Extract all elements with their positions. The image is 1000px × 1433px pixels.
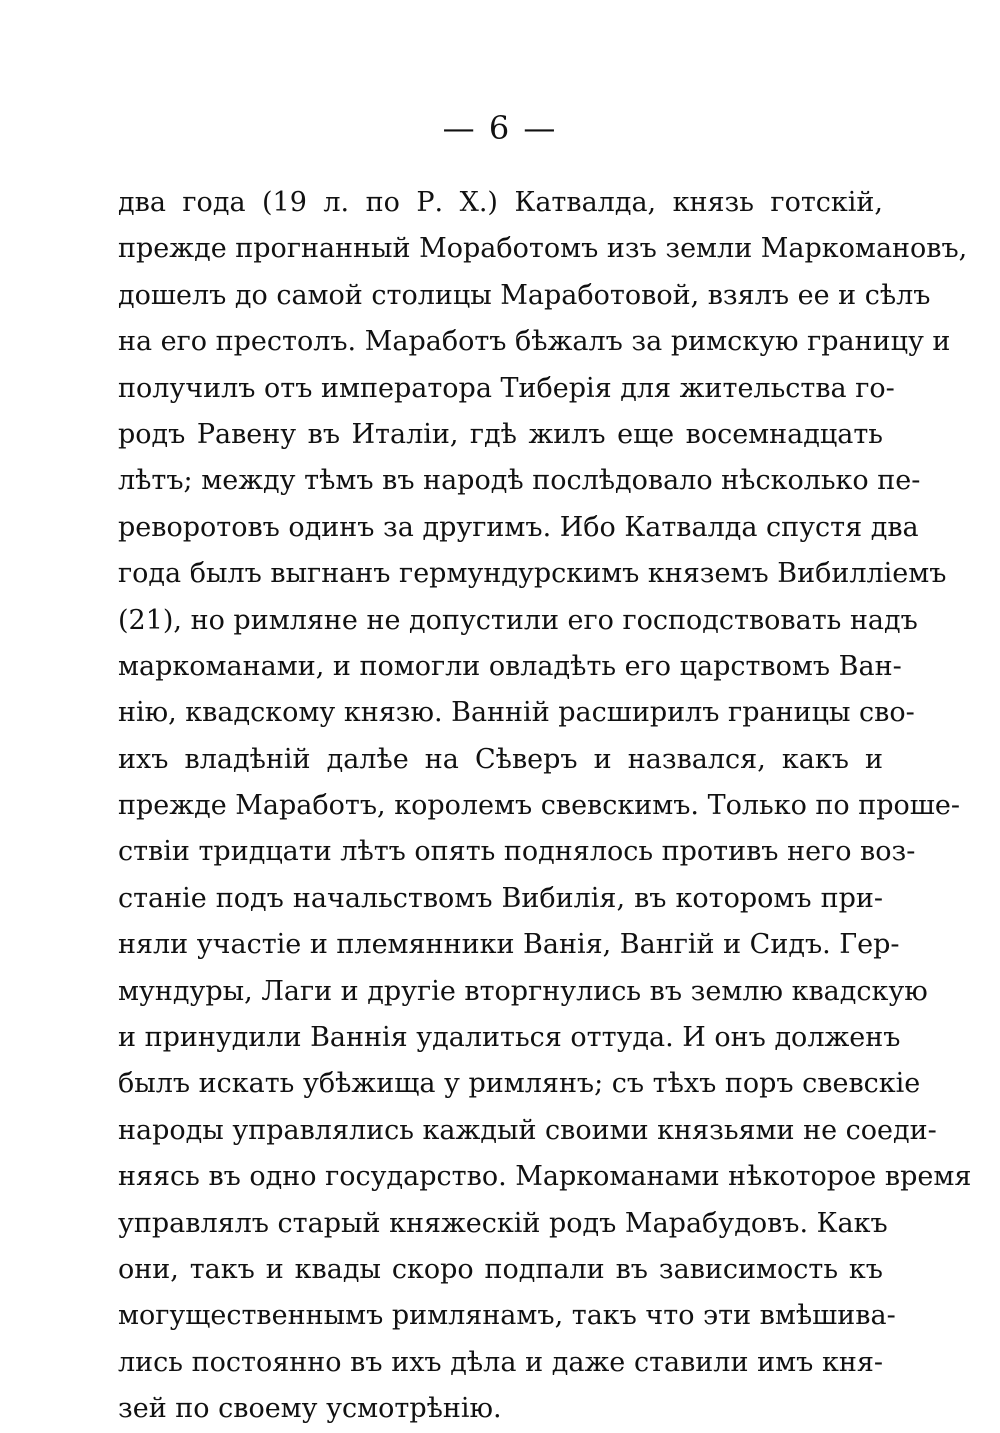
page-number: — 6 —: [442, 109, 558, 147]
text-line: родъ Равену въ Италіи, гдѣ жилъ еще восемнадцать: [118, 418, 883, 450]
text-line: могущественнымъ римлянамъ, такъ что эти вмѣшива-: [118, 1300, 896, 1332]
text-line: они, такъ и квады скоро подпали въ зависимость къ: [118, 1253, 883, 1285]
text-line: получилъ отъ императора Тиберія для жительства го-: [118, 372, 895, 404]
text-line: няясь въ одно государство. Маркоманами нѣкоторое время: [118, 1161, 972, 1193]
text-line: лись постоянно въ ихъ дѣла и даже ставили имъ кня-: [118, 1346, 883, 1378]
body-text: [118, 180, 972, 1433]
text-line: прежде прогнанный Моработомъ изъ земли Маркомановъ,: [118, 233, 968, 265]
text-line: мундуры, Лаги и другіе вторгнулись въ землю квадскую: [118, 975, 928, 1007]
text-line: года былъ выгнанъ гермундурскимъ княземъ Вибилліемъ: [118, 558, 947, 590]
text-line: народы управлялись каждый своими князьями не соеди-: [118, 1114, 937, 1146]
text-line: и принудили Ваннія удалиться оттуда. И онъ долженъ: [118, 1022, 901, 1054]
text-line: дошелъ до самой столицы Марабoтовой, взялъ ее и сѣлъ: [118, 279, 931, 311]
text-line: (21), но римляне не допустили его господствовать надъ: [118, 604, 918, 636]
text-line: нію, квадскому князю. Ванній расширилъ границы сво-: [118, 697, 915, 729]
text-line: на его престолъ. Марaботъ бѣжалъ за римскую границу и: [118, 326, 951, 358]
text-line: управлялъ старый княжескій родъ Марабудовъ. Какъ: [118, 1207, 888, 1239]
text-line: няли участіе и племянники Ванія, Вангій и Сидъ. Гер-: [118, 929, 900, 961]
text-line-last: зей по своему усмотрѣнію.: [118, 1393, 502, 1425]
text-line: ихъ владѣній далѣе на Сѣверъ и назвался, какъ и: [118, 743, 883, 775]
text-line: ствіи тридцати лѣтъ опять поднялось противъ него воз-: [118, 836, 916, 868]
text-line: реворотовъ одинъ за другимъ. Ибо Катвалда спустя два: [118, 511, 919, 543]
text-line: маркоманами, и помогли овладѣть его царствомъ Ван-: [118, 650, 902, 682]
text-line: былъ искать убѣжища у римлянъ; съ тѣхъ поръ свевскіе: [118, 1068, 921, 1100]
text-line: два года (19 л. по Р. X.) Катвалда, князь готскій,: [118, 187, 883, 218]
text-line: станіе подъ начальствомъ Вибилія, въ которомъ при-: [118, 882, 883, 914]
text-line: прежде Маработъ, королемъ свевскимъ. Только по проше-: [118, 790, 960, 822]
text-line: лѣтъ; между тѣмъ въ народѣ послѣдовало нѣсколько пе-: [118, 465, 921, 497]
